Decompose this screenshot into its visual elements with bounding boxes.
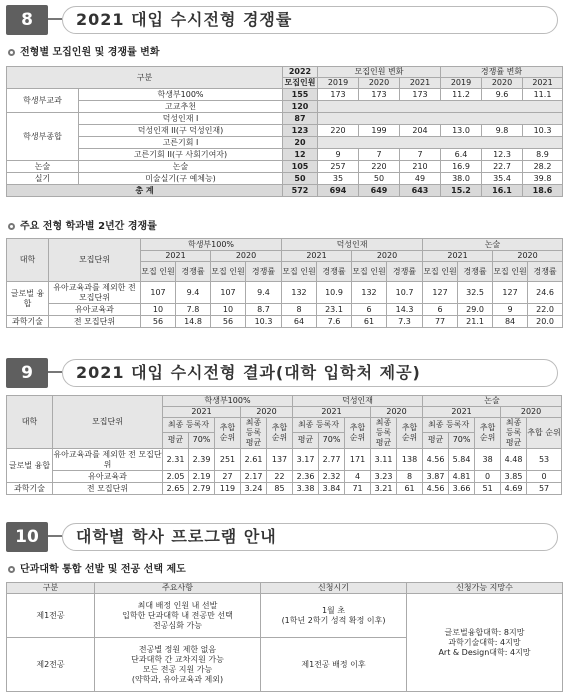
table-row: 고른기회 I 20 [7,137,563,149]
section-number: 8 [6,5,48,35]
table-row: 과학기술 전 모집단위 56 14.8 56 10.3 64 7.6 61 7.3 77 21.1 84 20.0 [7,316,563,328]
table-row: 제1전공 최대 배정 인원 내 선발 입학한 단과대학 내 전공만 선택 전공심화 가능 1월 초 (1학년 2학기 성적 확정 이후) 글로벌융합대학: 8지망 과학기술대학: 4지망 Art & Design대학: 4지망 [7,594,563,638]
subheading: 단과대학 통합 선발 및 전공 선택 제도 [8,563,186,577]
table-row: 유아교육과 10 7.8 10 8.7 8 23.1 6 14.3 6 29.0 9 22.0 [7,304,563,316]
competition-by-admission-table: 구분 2022 모집인원 변화 경쟁률 변화 모집인원 2019 2020 2021 2019 2020 2021 학생부교과 학생부100% 155 173 173 173 11.2 9.6 11.1 고교추천 120 학생부종합 덕성인재 I 87 덕성인재 II(구 덕성인재) 123 220 199 204 13.0 9.8 10.3 고른기회 I 20 고른기회 II(구 사회기여자) 12 9 7 7 6.4 12.3 8.9 논술 논술 105 257 220 210 16.9 22.7 28.2 실기 미술실기(구 예체능) 50 35 50 49 38.0 35.4 39.8 총 계 572 694 649 643 15.2 16.1 18.6 [6,66,563,197]
bullet-icon [8,566,15,573]
section-8-header [6,5,558,35]
table-row: 실기 미술실기(구 예체능) 50 35 50 49 38.0 35.4 39.8 [7,173,563,185]
table-row: 덕성인재 II(구 덕성인재) 123 220 199 204 13.0 9.8 10.3 [7,125,563,137]
subheading: 주요 전형 학과별 2년간 경쟁률 [8,220,157,234]
section-number: 9 [6,358,48,388]
section-number: 10 [6,522,48,552]
table-row: 글로벌 융합 유아교육과를 제외한 전 모집단위 2.31 2.39 251 2.61 137 3.17 2.77 171 3.11 138 4.56 5.84 38 4.48 53 [7,449,562,471]
table-row: 고교추천 120 [7,101,563,113]
bullet-icon [8,49,15,56]
table-row: 글로벌 융합 유아교육과를 제외한 전 모집단위 107 9.4 107 9.4 132 10.9 132 10.7 127 32.5 127 24.6 [7,282,563,304]
table-row: 과학기술 전 모집단위 2.65 2.79 119 3.24 85 3.38 3.84 71 3.21 61 4.56 3.66 51 4.69 57 [7,483,562,495]
section-title: 대학별 학사 프로그램 안내 [76,527,277,546]
table-row: 고른기회 II(구 사회기여자) 12 9 7 7 6.4 12.3 8.9 [7,149,563,161]
section-10-header [6,522,558,552]
subheading: 전형별 모집인원 및 경쟁률 변화 [8,46,160,60]
section-title: 2021 대입 수시전형 경쟁률 [76,10,293,29]
table-row: 제2전공 전공별 정원 제한 없음 단과대학 간 교차지원 가능 모든 전공 지원 가능 (약학과, 유아교육과 제외) 제1전공 배정 이후 [7,638,563,692]
major-competition-table: 대학 모집단위 학생부100% 덕성인재 논술 2021 2020 2021 2020 2021 2020 모집 인원 경쟁률 모집 인원 경쟁률 모집 인원 경쟁률 모집 인원 경쟁률 모집 인원 경쟁률 모집 인원 경쟁률 글로벌 융합 유아교육과를 제외한 전 모집단위 107 9.4 107 9.4 132 10.9 132 10.7 127 32.5 127 24.6 유아교육과 10 7.8 10 8.7 8 23.1 6 14.3 6 29.0 9 22.0 과학기술 전 모집단위 56 14.8 56 10.3 64 7.6 61 7.3 77 21.1 84 20.0 [6,238,563,328]
bullet-icon [8,223,15,230]
table-row: 논술 논술 105 257 220 210 16.9 22.7 28.2 [7,161,563,173]
table-row: 학생부종합 덕성인재 I 87 [7,113,563,125]
table-row: 유아교육과 2.05 2.19 27 2.17 22 2.36 2.32 4 3.23 8 3.87 4.81 0 3.85 0 [7,471,562,483]
section-9-header [6,358,558,388]
section-title: 2021 대입 수시전형 결과(대학 입학처 제공) [76,363,421,382]
major-selection-table: 구분 주요사항 신청시기 신청가능 지망수 제1전공 최대 배정 인원 내 선발 입학한 단과대학 내 전공만 선택 전공심화 가능 1월 초 (1학년 2학기 성적 확정 이후) 글로벌융합대학: 8지망 과학기술대학: 4지망 Art & Design대학: 4지망 제2전공 전공별 정원 제한 없음 단과대학 간 교차지원 가능 모든 전공 지원 가능 (약학과, 유아교육과 제외) 제1전공 배정 이후 [6,582,563,692]
total-row: 총 계 572 694 649 643 15.2 16.1 18.6 [7,185,563,197]
admission-result-table: 대학 모집단위 학생부100% 덕성인재 논술 2021 2020 2021 2020 2021 2020 최종 등록자 추합 순위 최종 등록 평균 추합 순위 최종 등록자 추합 순위 최종 등록 평균 추합 순위 최종 등록자 추합 순위 최종 등록 평균 추합 순위 평균 70% 평균 70% 평균 70% 글로벌 융합 유아교육과를 제외한 전 모집단위 2.31 2.39 251 2.61 137 3.17 2.77 171 3.11 138 4.56 5.84 38 4.48 53 유아교육과 2.05 2.19 27 2.17 22 2.36 2.32 4 3.23 8 3.87 4.81 0 3.85 0 과학기술 전 모집단위 2.65 2.79 119 3.24 85 3.38 3.84 71 3.21 61 4.56 3.66 51 4.69 57 [6,395,562,495]
table-row: 학생부교과 학생부100% 155 173 173 173 11.2 9.6 11.1 [7,89,563,101]
